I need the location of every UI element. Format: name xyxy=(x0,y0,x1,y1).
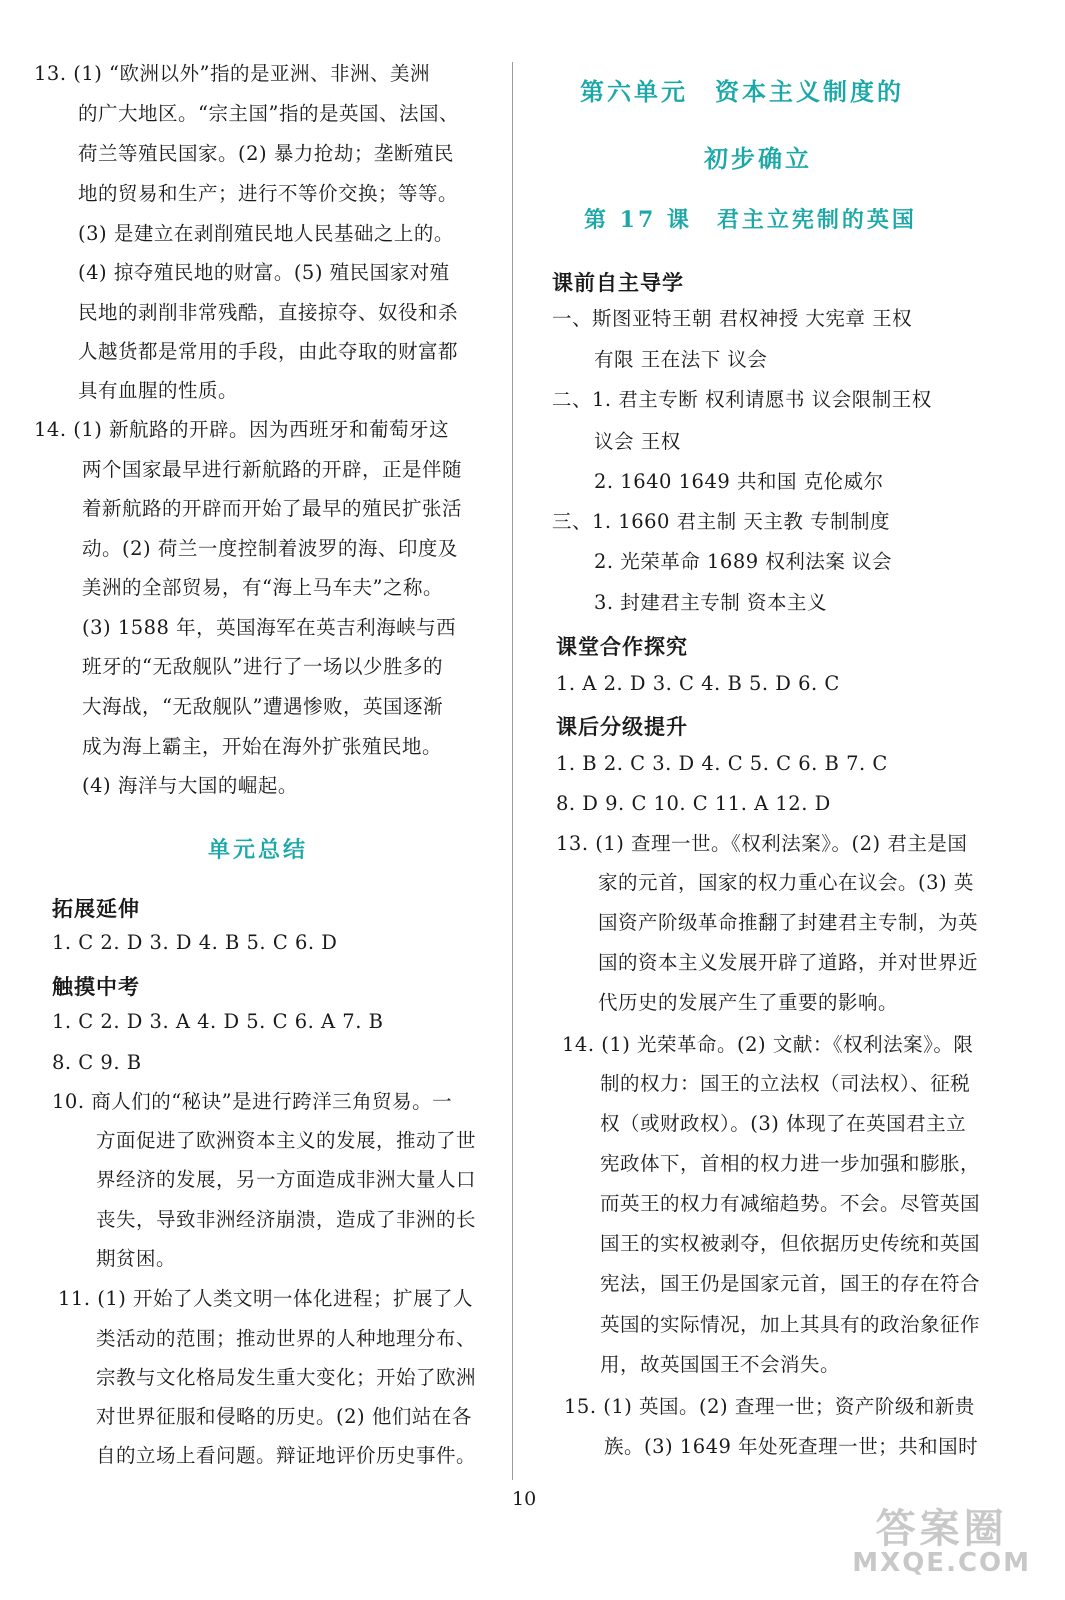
answer-line: (4) 海洋与大国的崛起。 xyxy=(82,774,298,797)
answer-line: 对世界征服和侵略的历史。(2) 他们站在各 xyxy=(96,1405,472,1428)
answer-line: 国资产阶级革命推翻了封建君主专制，为英 xyxy=(598,911,979,934)
section-heading: 拓展延伸 xyxy=(52,896,140,921)
answer-line: 而英王的权力有减缩趋势。不会。尽管英国 xyxy=(600,1192,981,1215)
section-heading: 课前自主导学 xyxy=(552,270,684,295)
answer-line: 代历史的发展产生了重要的影响。 xyxy=(598,991,899,1014)
answer-line: 的广大地区。“宗主国”指的是英国、法国、 xyxy=(78,102,459,125)
answer-line: 3. 封建君主专制 资本主义 xyxy=(594,591,828,614)
answer-line: 一、斯图亚特王朝 君权神授 大宪章 王权 xyxy=(552,307,913,330)
watermark-url: MXQE.COM xyxy=(852,1548,1031,1578)
answer-line: 13. (1) 查理一世。《权利法案》。(2) 君主是国 xyxy=(556,832,968,855)
unit-title: 第六单元 资本主义制度的 xyxy=(580,77,904,106)
answer-line: 2. 光荣革命 1689 权利法案 议会 xyxy=(594,550,893,573)
answer-line: 议会 王权 xyxy=(594,430,681,453)
answer-line: 14. (1) 光荣革命。(2) 文献：《权利法案》。限 xyxy=(562,1033,974,1056)
section-heading: 课后分级提升 xyxy=(556,714,688,739)
answer-line: 大海战，“无敌舰队”遭遇惨败，英国逐渐 xyxy=(82,695,443,718)
answer-line: 方面促进了欧洲资本主义的发展，推动了世 xyxy=(96,1129,477,1152)
answer-line: 期贫困。 xyxy=(96,1247,177,1270)
answer-line: 8. C 9. B xyxy=(52,1051,142,1074)
answer-line: 动。(2) 荷兰一度控制着波罗的海、印度及 xyxy=(82,537,458,560)
answer-line: 美洲的全部贸易，有“海上马车夫”之称。 xyxy=(82,576,443,599)
answer-line: 两个国家最早进行新航路的开辟，正是伴随 xyxy=(82,458,463,481)
answer-line: 15. (1) 英国。(2) 查理一世；资产阶级和新贵 xyxy=(564,1395,975,1418)
answer-line: 1. C 2. D 3. A 4. D 5. C 6. A 7. B xyxy=(52,1010,384,1033)
answer-line: 1. C 2. D 3. D 4. B 5. C 6. D xyxy=(52,931,338,954)
answer-line: 英国的实际情况，加上其具有的政治象征作 xyxy=(600,1313,981,1336)
section-heading: 课堂合作探究 xyxy=(556,634,688,659)
answer-line: 2. 1640 1649 共和国 克伦威尔 xyxy=(594,470,884,493)
answer-line: 用，故英国国王不会消失。 xyxy=(600,1353,841,1376)
answer-line: 国王的实权被剥夺，但依据历史传统和英国 xyxy=(600,1232,981,1255)
answer-line: 14. (1) 新航路的开辟。因为西班牙和葡萄牙这 xyxy=(34,418,450,441)
answer-line: 地的贸易和生产；进行不等价交换；等等。 xyxy=(78,182,459,205)
answer-line: 13. (1) “欧洲以外”指的是亚洲、非洲、美洲 xyxy=(34,62,430,85)
answer-line: 1. A 2. D 3. C 4. B 5. D 6. C xyxy=(556,672,840,695)
answer-line: 11. (1) 开始了人类文明一体化进程；扩展了人 xyxy=(58,1287,474,1310)
answer-line: 宪政体下，首相的权力进一步加强和膨胀， xyxy=(600,1152,981,1175)
answer-line: 权（或财政权）。(3) 体现了在英国君主立 xyxy=(600,1112,967,1135)
answer-line: (4) 掠夺殖民地的财富。(5) 殖民国家对殖 xyxy=(78,261,450,284)
answer-line: 宗教与文化格局发生重大变化；开始了欧洲 xyxy=(96,1366,477,1389)
answer-line: 有限 王在法下 议会 xyxy=(594,348,768,371)
answer-line: 宪法，国王仍是国家元首，国王的存在符合 xyxy=(600,1272,981,1295)
answer-line: 10. 商人们的“秘诀”是进行跨洋三角贸易。一 xyxy=(52,1090,453,1113)
answer-line: 丧失，导致非洲经济崩溃，造成了非洲的长 xyxy=(96,1208,477,1231)
answer-line: 人越货都是常用的手段，由此夺取的财富都 xyxy=(78,340,459,363)
answer-line: 民地的剥削非常残酷，直接掠夺、奴役和杀 xyxy=(78,301,459,324)
answer-line: 荷兰等殖民国家。(2) 暴力抢劫；垄断殖民 xyxy=(78,142,454,165)
page-number: 10 xyxy=(512,1488,537,1510)
unit-title: 初步确立 xyxy=(704,144,812,173)
answer-line: 1. B 2. C 3. D 4. C 5. C 6. B 7. C xyxy=(556,752,888,775)
answer-line: 自的立场上看问题。辩证地评价历史事件。 xyxy=(96,1444,477,1467)
answer-line: 类活动的范围；推动世界的人种地理分布、 xyxy=(96,1327,477,1350)
answer-line: 家的元首，国家的权力重心在议会。(3) 英 xyxy=(598,871,974,894)
answer-line: 成为海上霸主，开始在海外扩张殖民地。 xyxy=(82,735,443,758)
answer-line: 界经济的发展，另一方面造成非洲大量人口 xyxy=(96,1168,477,1191)
answer-line: 国的资本主义发展开辟了道路，并对世界近 xyxy=(598,951,979,974)
answer-line: 族。(3) 1649 年处死查理一世；共和国时 xyxy=(604,1435,979,1458)
section-heading: 触摸中考 xyxy=(52,974,140,999)
answer-line: (3) 1588 年，英国海军在英吉利海峡与西 xyxy=(82,616,457,639)
answer-line: 8. D 9. C 10. C 11. A 12. D xyxy=(556,792,831,815)
watermark-logo xyxy=(852,1497,1031,1578)
watermark-text: 答案圈 xyxy=(875,1506,1008,1552)
column-divider xyxy=(512,62,513,1480)
lesson-title: 第 17 课 君主立宪制的英国 xyxy=(584,207,917,233)
answer-line: 着新航路的开辟而开始了最早的殖民扩张活 xyxy=(82,497,463,520)
answer-line: 班牙的“无敌舰队”进行了一场以少胜多的 xyxy=(82,655,443,678)
answer-line: 二、1. 君主专断 权利请愿书 议会限制王权 xyxy=(552,388,932,411)
answer-line: 具有血腥的性质。 xyxy=(78,379,239,402)
unit-summary-title: 单元总结 xyxy=(208,837,309,863)
answer-line: 三、1. 1660 君主制 天主教 专制制度 xyxy=(552,510,891,533)
answer-line: (3) 是建立在剥削殖民地人民基础之上的。 xyxy=(78,222,454,245)
answer-line: 制的权力：国王的立法权（司法权）、征税 xyxy=(600,1072,971,1095)
